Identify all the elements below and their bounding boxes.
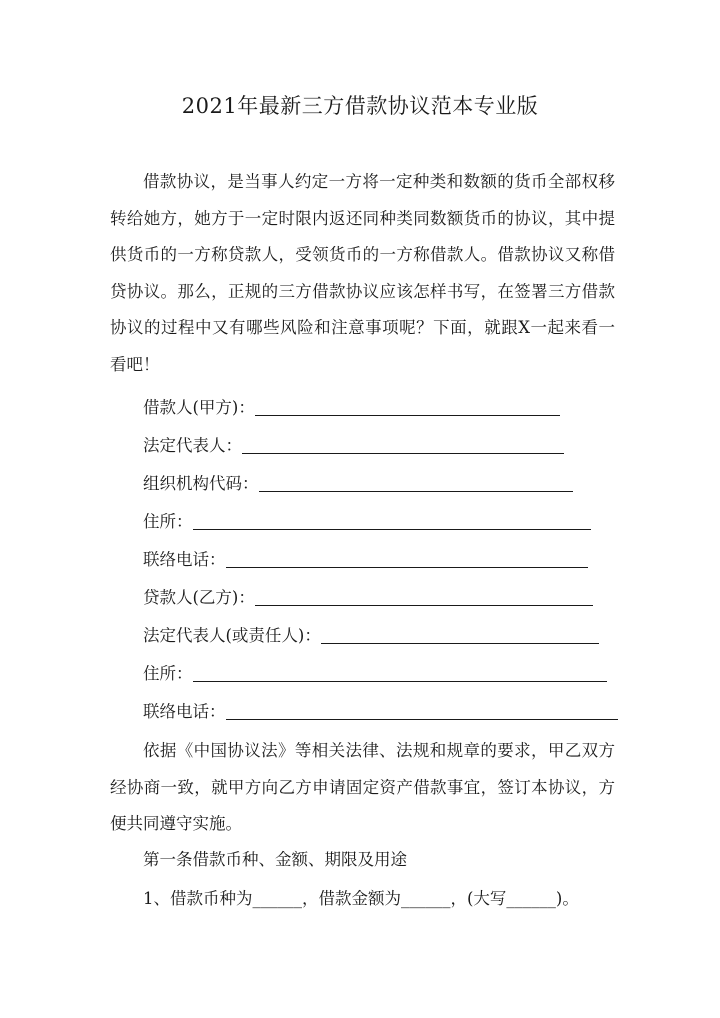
field-label: 法定代表人(或责任人)： (143, 626, 321, 645)
field-label: 联络电话： (143, 702, 226, 721)
blank-line (255, 588, 593, 606)
field-label: 法定代表人： (143, 436, 242, 455)
blank-line (259, 474, 573, 492)
lender-field (143, 586, 593, 610)
field-label: 借款人(甲方)： (143, 398, 255, 417)
blank-line (242, 436, 564, 454)
field-label: 贷款人(乙方)： (143, 588, 255, 607)
agreement-basis-paragraph: 依据《中国协议法》等相关法律、法规和规章的要求，甲乙双方经协商一致，就甲方向乙方申请固定资产借款事宜，签订本协议，方便共同遵守实施。 (110, 741, 615, 834)
field-label: 联络电话： (143, 550, 226, 569)
blank-line (193, 512, 591, 530)
borrower-phone-field (143, 548, 588, 572)
borrower-address-field (143, 510, 591, 534)
intro-paragraph: 借款协议，是当事人约定一方将一定种类和数额的货币全部权移转给她方，她方于一定时限内返还同种类同数额货币的协议，其中提供货币的一方称贷款人，受领货币的一方称借款人。借款协议又称借贷协议。那么，正规的三方借款协议应该怎样书写，在签署三方借款协议的过程中又有哪些风险和注意事项呢？下面，就跟X一起来看一看吧！ (110, 172, 615, 374)
lender-phone-field (143, 700, 618, 724)
article-heading: 第一条借款币种、金额、期限及用途 (143, 850, 407, 869)
blank-line (193, 664, 607, 682)
lender-address-field (143, 662, 607, 686)
borrower-field (143, 396, 560, 420)
field-label: 组织机构代码： (143, 474, 259, 493)
field-label: 住所： (143, 664, 193, 683)
article-item-1: 1、借款币种为______，借款金额为______，(大写______)。 (143, 889, 579, 908)
document-title: 2021年最新三方借款协议范本专业版 (181, 94, 539, 118)
blank-line (226, 550, 588, 568)
org-code-field (143, 472, 573, 496)
blank-line (226, 702, 618, 720)
lender-legal-rep-field (143, 624, 599, 648)
borrower-legal-rep-field (143, 434, 564, 458)
field-label: 住所： (143, 512, 193, 531)
blank-line (255, 398, 560, 416)
blank-line (321, 626, 599, 644)
